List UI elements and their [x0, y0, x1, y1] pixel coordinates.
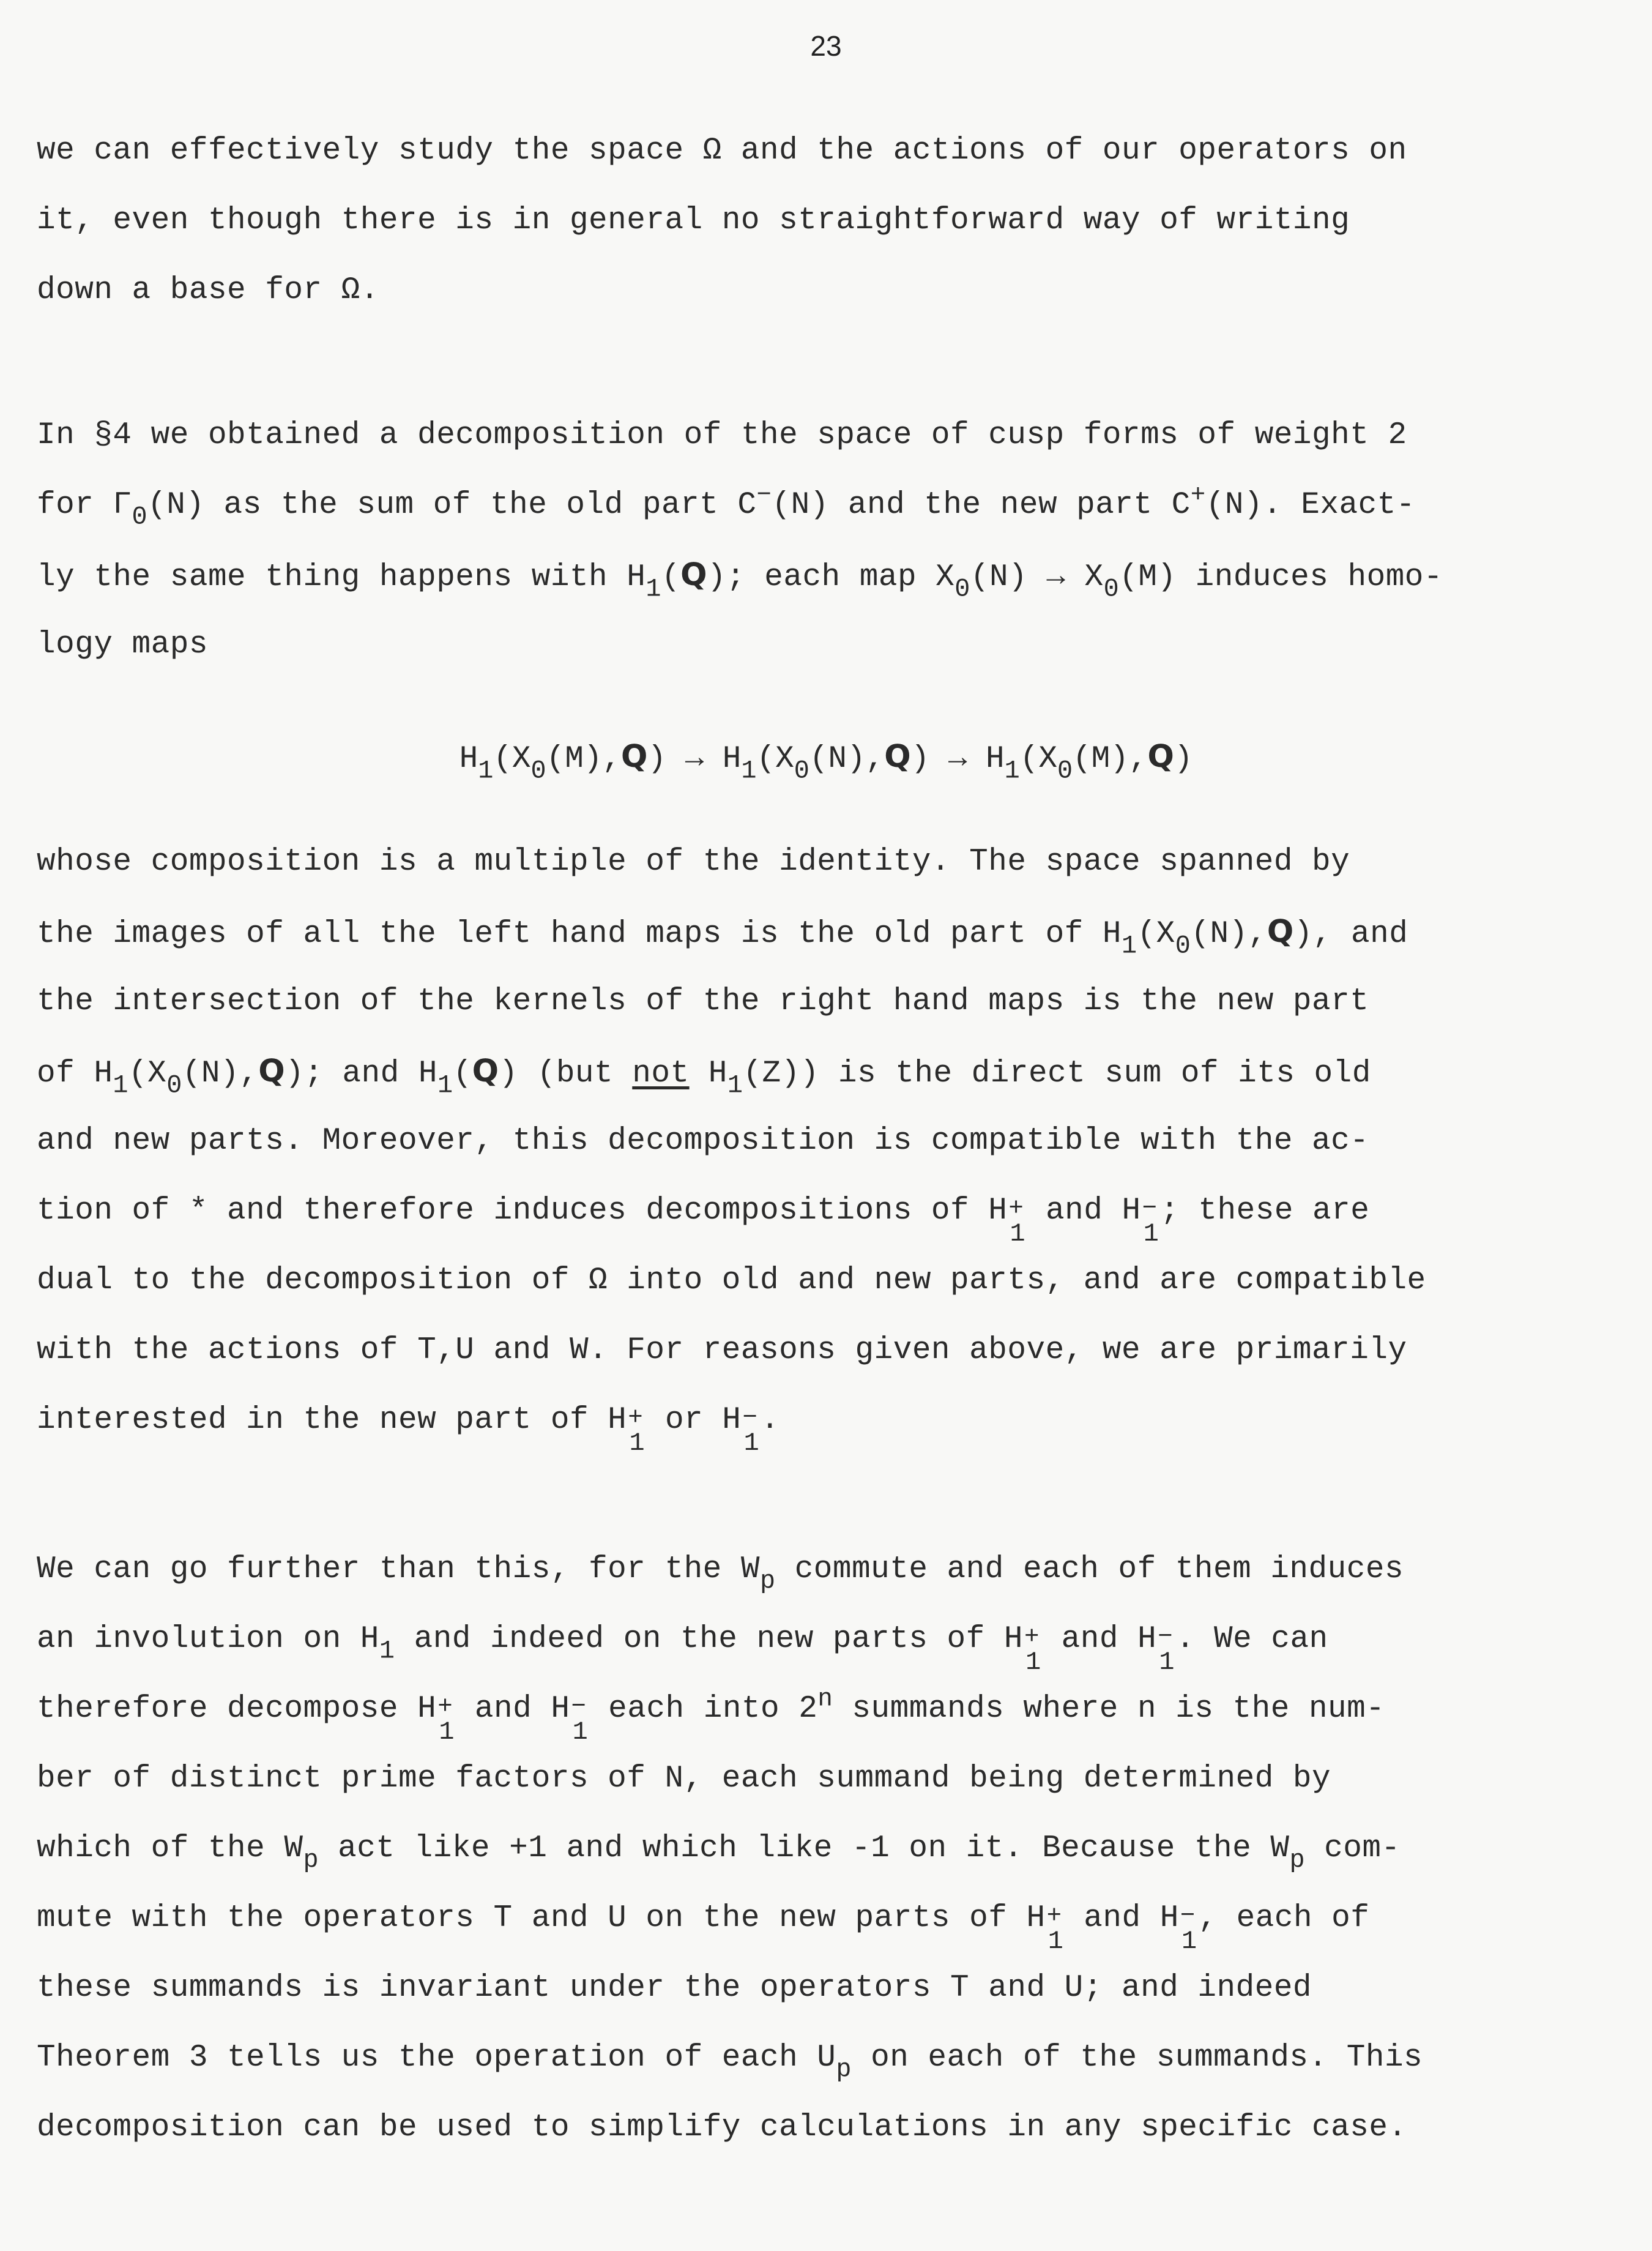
- page-number: 23: [810, 30, 842, 62]
- text-line: and new parts. Moreover, this decomposition is compatible with the ac-: [37, 1124, 1369, 1159]
- text-line: decomposition can be used to simplify calculations in any specific case.: [37, 2110, 1407, 2145]
- text-line: interested in the new part of H + 1 or H − 1 .: [37, 1403, 780, 1458]
- text-line: whose composition is a multiple of the identity. The space spanned by: [37, 845, 1350, 879]
- text-line: therefore decompose H + 1 and H − 1 each into 2$^n$ summands where n is the num-: [37, 1685, 1385, 1747]
- text-line: tion of * and therefore induces decompositions of H + 1 and H − 1 ; these are: [37, 1193, 1370, 1249]
- text-line: dual to the decomposition of Ω into old and new parts, and are compatible: [37, 1263, 1426, 1298]
- text-line: an involution on $H_1$ and indeed on the new parts of H + 1 and H − 1 . We can: [37, 1622, 1328, 1677]
- text-line: which of the $W_p$ act like +1 and which like -1 on it. Because the $W_p$ com-: [37, 1831, 1401, 1875]
- text-line: ber of distinct prime factors of N, each summand being determined by: [37, 1761, 1331, 1796]
- paragraph-3: [37, 827, 1621, 1458]
- displayed-equation: $H_1(X_0(M),Q) \to H_1(X_0(N),Q) \to H_1(X_0(M),Q)$: [459, 739, 1193, 786]
- paragraph-4: [37, 1535, 1621, 2163]
- paragraph-1: [37, 116, 1621, 326]
- paragraph-2: [37, 401, 1621, 680]
- text-line: we can effectively study the space Ω and the actions of our operators on: [37, 133, 1407, 168]
- text-line: the images of all the left hand maps is the old part of $H_1(X_0(N),Q)$, and: [37, 914, 1408, 961]
- text-line: In §4 we obtained a decomposition of the space of cusp forms of weight 2: [37, 418, 1407, 453]
- text-line: ly the same thing happens with $H_1(Q)$; each map $X_0(N) \to X_0(M)$ induces homo-: [37, 557, 1443, 604]
- text-line: logy maps: [37, 627, 208, 662]
- text-line: with the actions of T,U and W. For reasons given above, we are primarily: [37, 1333, 1407, 1368]
- text-line: the intersection of the kernels of the right hand maps is the new part: [37, 984, 1369, 1019]
- text-line: for $\Gamma_0(N)$ as the sum of the old part C−(N) and the new part C+(N). Exact-: [37, 481, 1415, 532]
- text-line: Theorem 3 tells us the operation of each $U_p$ on each of the summands. This: [37, 2040, 1423, 2085]
- text-line: down a base for Ω.: [37, 273, 379, 308]
- text-line: We can go further than this, for the $W_p$ commute and each of them induces: [37, 1552, 1404, 1596]
- text-line: mute with the operators T and U on the new parts of H + 1 and H − 1 , each of: [37, 1901, 1370, 1956]
- text-line: these summands is invariant under the operators T and U; and indeed: [37, 1971, 1312, 2006]
- text-line: it, even though there is in general no straightforward way of writing: [37, 203, 1350, 238]
- text-line: of $H_1(X_0(N),Q)$; and $H_1(Q)$ (but not $H_1(Z)$) is the direct sum of its old: [37, 1053, 1371, 1100]
